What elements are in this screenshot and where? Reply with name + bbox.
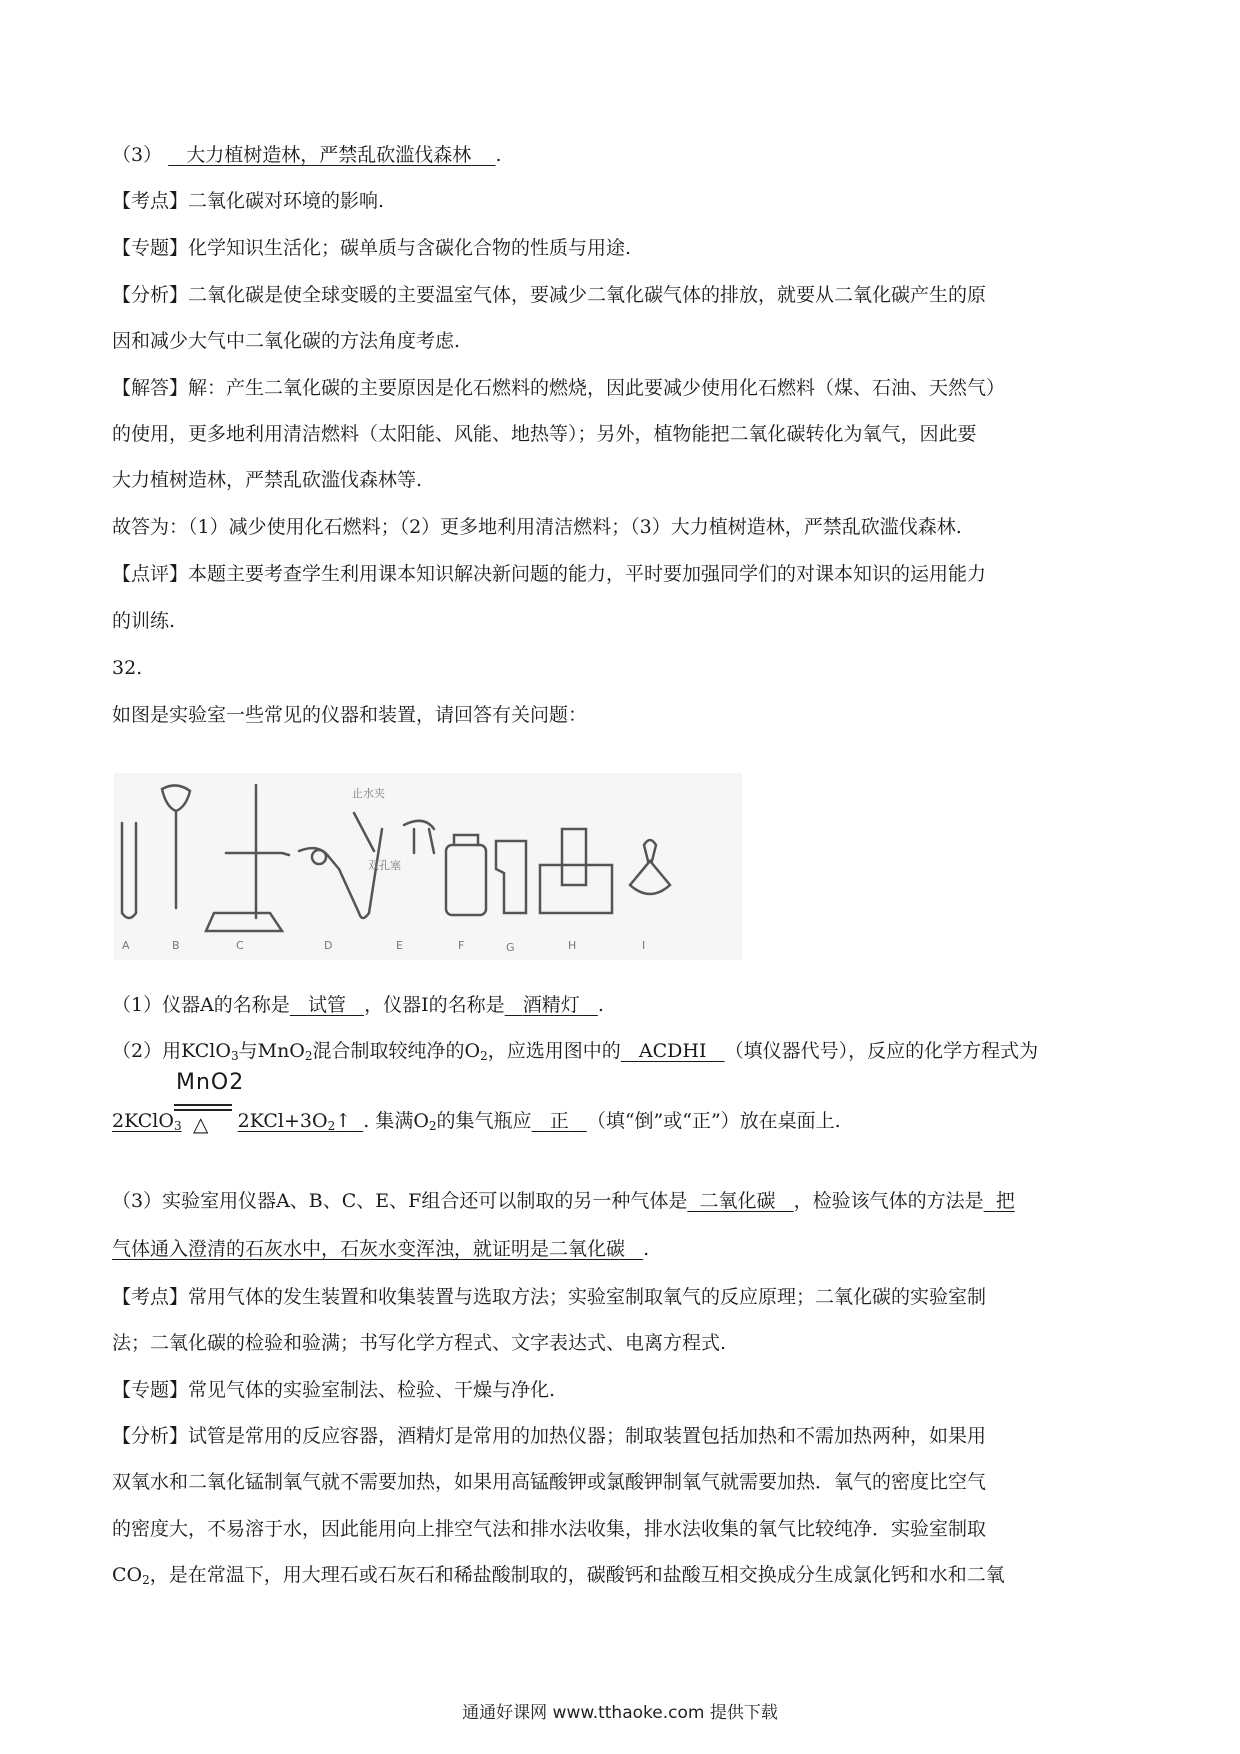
- fenxi-text: 二氧化碳是使全球变暖的主要温室气体，要减少二氧化碳气体的排放，就要从二氧化碳产生的原: [188, 284, 987, 306]
- answer-blank-5: [687, 1190, 793, 1212]
- analysis-kaodian-1: [112, 1284, 1130, 1310]
- q32-part1: [112, 992, 1130, 1018]
- gudawei-line: 故答为：（1）减少使用化石燃料；（2）更多地利用清洁燃料；（3）大力植树造林，严禁乱砍滥伐森林.: [112, 516, 962, 538]
- label-g: G: [506, 941, 515, 954]
- question-intro: 如图是实验室一些常见的仪器和装置，请回答有关问题：: [112, 704, 588, 726]
- p1-text-b: ，仪器I的名称是: [364, 994, 505, 1016]
- label-h: H: [568, 939, 577, 952]
- kaodian-tag: 【考点】: [112, 190, 189, 212]
- apparatus-drawing: [114, 773, 742, 960]
- page-footer: 通通好课网 www.tthaoke.com 提供下载: [462, 1703, 778, 1723]
- zhuanti-text: 化学知识生活化；碳单质与含碳化合物的性质与用途.: [188, 237, 632, 259]
- gas-bottle-neck: [454, 835, 478, 845]
- equation-product: $2KCl+3O_2↑$: [237, 1110, 352, 1133]
- kaodian-text-2: 常用气体的发生装置和收集装置与选取方法；实验室制取氧气的反应原理；二氧化碳的实验室制: [188, 1286, 987, 1308]
- kaodian-tag-2: 【考点】: [112, 1286, 189, 1308]
- p1-end: .: [597, 994, 604, 1016]
- product-text: 2KCl+3O: [237, 1110, 328, 1132]
- eq-text-b: 的集气瓶应: [436, 1110, 532, 1132]
- answer-blank: [168, 144, 495, 166]
- q32-part3-line1: [112, 1188, 1130, 1214]
- period: .: [495, 144, 502, 166]
- zhuanti-tag-2: 【专题】: [112, 1379, 189, 1401]
- fenxi-line-2: 因和减少大气中二氧化碳的方法角度考虑.: [112, 330, 461, 352]
- p2-text-d: ，应选用图中的: [487, 1040, 621, 1062]
- analysis-fenxi-3: 的密度大，不易溶于水，因此能用向上排空气法和排水法收集，排水法收集的氧气比较纯净．实验室制取: [112, 1518, 987, 1540]
- answer-blank-1: [290, 994, 364, 1016]
- p2-text-a: （2）用KClO: [112, 1040, 231, 1062]
- p2-text-e: （填仪器代号），反应的化学方程式为: [724, 1040, 1039, 1062]
- q32-part3-line2: [112, 1236, 1130, 1262]
- p1-text-a: （1）仪器A的名称是: [112, 994, 290, 1016]
- answer-upright: 正: [549, 1110, 569, 1132]
- question-number: 32.: [112, 657, 143, 679]
- answer-line-3: [112, 142, 1130, 168]
- fenxi-4-text: ，是在常温下，用大理石或石灰石和稀盐酸制取的，碳酸钙和盐酸互相交换成分生成氯化钙和水和二氧: [149, 1564, 1005, 1586]
- answer-blank-4: [532, 1110, 587, 1132]
- label-i: I: [642, 939, 646, 952]
- gas-arrow: ↑: [335, 1110, 352, 1132]
- p2-text-b: 与MnO: [238, 1040, 305, 1062]
- fenxi-tag: 【分析】: [112, 284, 189, 306]
- label-b: B: [172, 939, 180, 952]
- dianping-text: 本题主要考查学生利用课本知识解决新问题的能力，平时要加强同学们的对课本知识的运用能力: [188, 563, 987, 585]
- label-e: E: [396, 939, 403, 952]
- tube-connector: [312, 850, 326, 864]
- label-a: A: [122, 939, 130, 952]
- analysis-fenxi-4: $CO_2$，是在常温下，用大理石或石灰石和稀盐酸制取的，碳酸钙和盐酸互相交换成分生成氯化钙和水和二氧: [112, 1564, 1005, 1587]
- answer-co2: 二氧化碳: [699, 1190, 776, 1212]
- stopper-tube: [404, 821, 434, 853]
- answer-test-tube: 试管: [307, 994, 346, 1016]
- kaodian-line: [112, 188, 1130, 214]
- jieda-text: 解：产生二氧化碳的主要原因是化石燃料的燃烧，因此要减少使用化石燃料（煤、石油、天然气）: [188, 377, 1006, 399]
- jieda-line-2: 的使用，更多地利用清洁燃料（太阳能、风能、地热等）；另外，植物能把二氧化碳转化为氧气，因此要: [112, 423, 977, 445]
- eq-text-a: . 集满O: [363, 1110, 429, 1132]
- answer-blank-3: [621, 1040, 725, 1062]
- eq-text-c: （填“倒”或“正”）放在桌面上.: [586, 1110, 841, 1132]
- analysis-fenxi-1: [112, 1423, 1130, 1449]
- answer-method-start: 把: [995, 1190, 1015, 1212]
- dianping-line-1: [112, 561, 1130, 587]
- water-trough-shape: [540, 865, 612, 913]
- annotation-stopper: 双孔塞: [368, 859, 401, 872]
- q32-part2: （2）用KClO$_3$与MnO$_2$混合制取较纯净的$O_2$，应选用图中的 ACDHI （填仪器代号），反应的化学方程式为: [112, 1040, 1039, 1063]
- heat-symbol: △: [193, 1112, 209, 1136]
- dianping-line-2: 的训练.: [112, 610, 176, 632]
- bottle-g-shape: [496, 841, 526, 913]
- zhuanti-text-2: 常见气体的实验室制法、检验、干燥与净化.: [188, 1379, 556, 1401]
- p2-text-c: 混合制取较纯净的O: [312, 1040, 481, 1062]
- funnel-shape: [162, 785, 190, 811]
- gas-bottle-shape: [446, 845, 486, 915]
- equation-reactant: 2KClO$_3$: [112, 1110, 182, 1133]
- item-number: （3）: [112, 144, 163, 166]
- p3-text-b: ，检验该气体的方法是: [793, 1190, 984, 1212]
- zhuanti-line: [112, 235, 1130, 261]
- alcohol-lamp-shape: [630, 840, 670, 894]
- jieda-line-3: 大力植树造林，严禁乱砍滥伐森林等.: [112, 469, 423, 491]
- kaodian-text: 二氧化碳对环境的影响.: [188, 190, 385, 212]
- inverted-bottle-shape: [562, 829, 586, 885]
- reactant-text: 2KClO: [112, 1110, 174, 1132]
- answer-blank-6-rest: [112, 1238, 643, 1260]
- fenxi-tag-2: 【分析】: [112, 1425, 189, 1447]
- dianping-tag: 【点评】: [112, 563, 189, 585]
- zhuanti-tag: 【专题】: [112, 237, 189, 259]
- analysis-zhuanti: [112, 1377, 1130, 1403]
- label-f: F: [458, 939, 465, 952]
- equation-bar-top: [174, 1104, 232, 1106]
- answer-alcohol-lamp: 酒精灯: [522, 994, 580, 1016]
- answer-method-rest: 气体通入澄清的石灰水中，石灰水变浑浊，就证明是二氧化碳: [112, 1238, 626, 1260]
- catalyst-label: MnO2: [176, 1070, 245, 1095]
- fenxi-text-2: 试管是常用的反应容器，酒精灯是常用的加热仪器；制取装置包括加热和不需加热两种，如果用: [188, 1425, 987, 1447]
- annotation-clamp: 止水夹: [352, 787, 385, 800]
- test-tube-shape: [122, 823, 136, 918]
- jieda-line-1: [112, 375, 1130, 401]
- apparatus-figure: [114, 773, 742, 960]
- equation-line: 2KClO$_3$ $2KCl+3O_2↑$ . 集满$O_2$的集气瓶应 正 （填“倒”或“正”）放在桌面上.: [112, 1110, 841, 1133]
- jieda-tag: 【解答】: [112, 377, 189, 399]
- label-d: D: [324, 939, 333, 952]
- answer-apparatus: ACDHI: [638, 1040, 707, 1062]
- label-c: C: [236, 939, 244, 952]
- analysis-kaodian-2: 法；二氧化碳的检验和验满；书写化学方程式、文字表达式、电离方程式.: [112, 1332, 727, 1354]
- iron-stand-shape: [206, 785, 289, 931]
- co2-text: CO: [112, 1564, 143, 1586]
- p3-text-a: （3）实验室用仪器A、B、C、E、F组合还可以制取的另一种气体是: [112, 1190, 688, 1212]
- answer-blank-6-start: [984, 1190, 1015, 1212]
- p3-end: .: [643, 1238, 650, 1260]
- clamp-pointer: [354, 813, 374, 851]
- answer-text: 大力植树造林，严禁乱砍滥伐森林: [186, 144, 472, 166]
- analysis-fenxi-2: 双氧水和二氧化锰制氧气就不需要加热，如果用高锰酸钾或氯酸钾制氧气就需要加热．氧气的密度比空气: [112, 1471, 987, 1493]
- answer-blank-2: [505, 994, 598, 1016]
- fenxi-line-1: [112, 282, 1130, 308]
